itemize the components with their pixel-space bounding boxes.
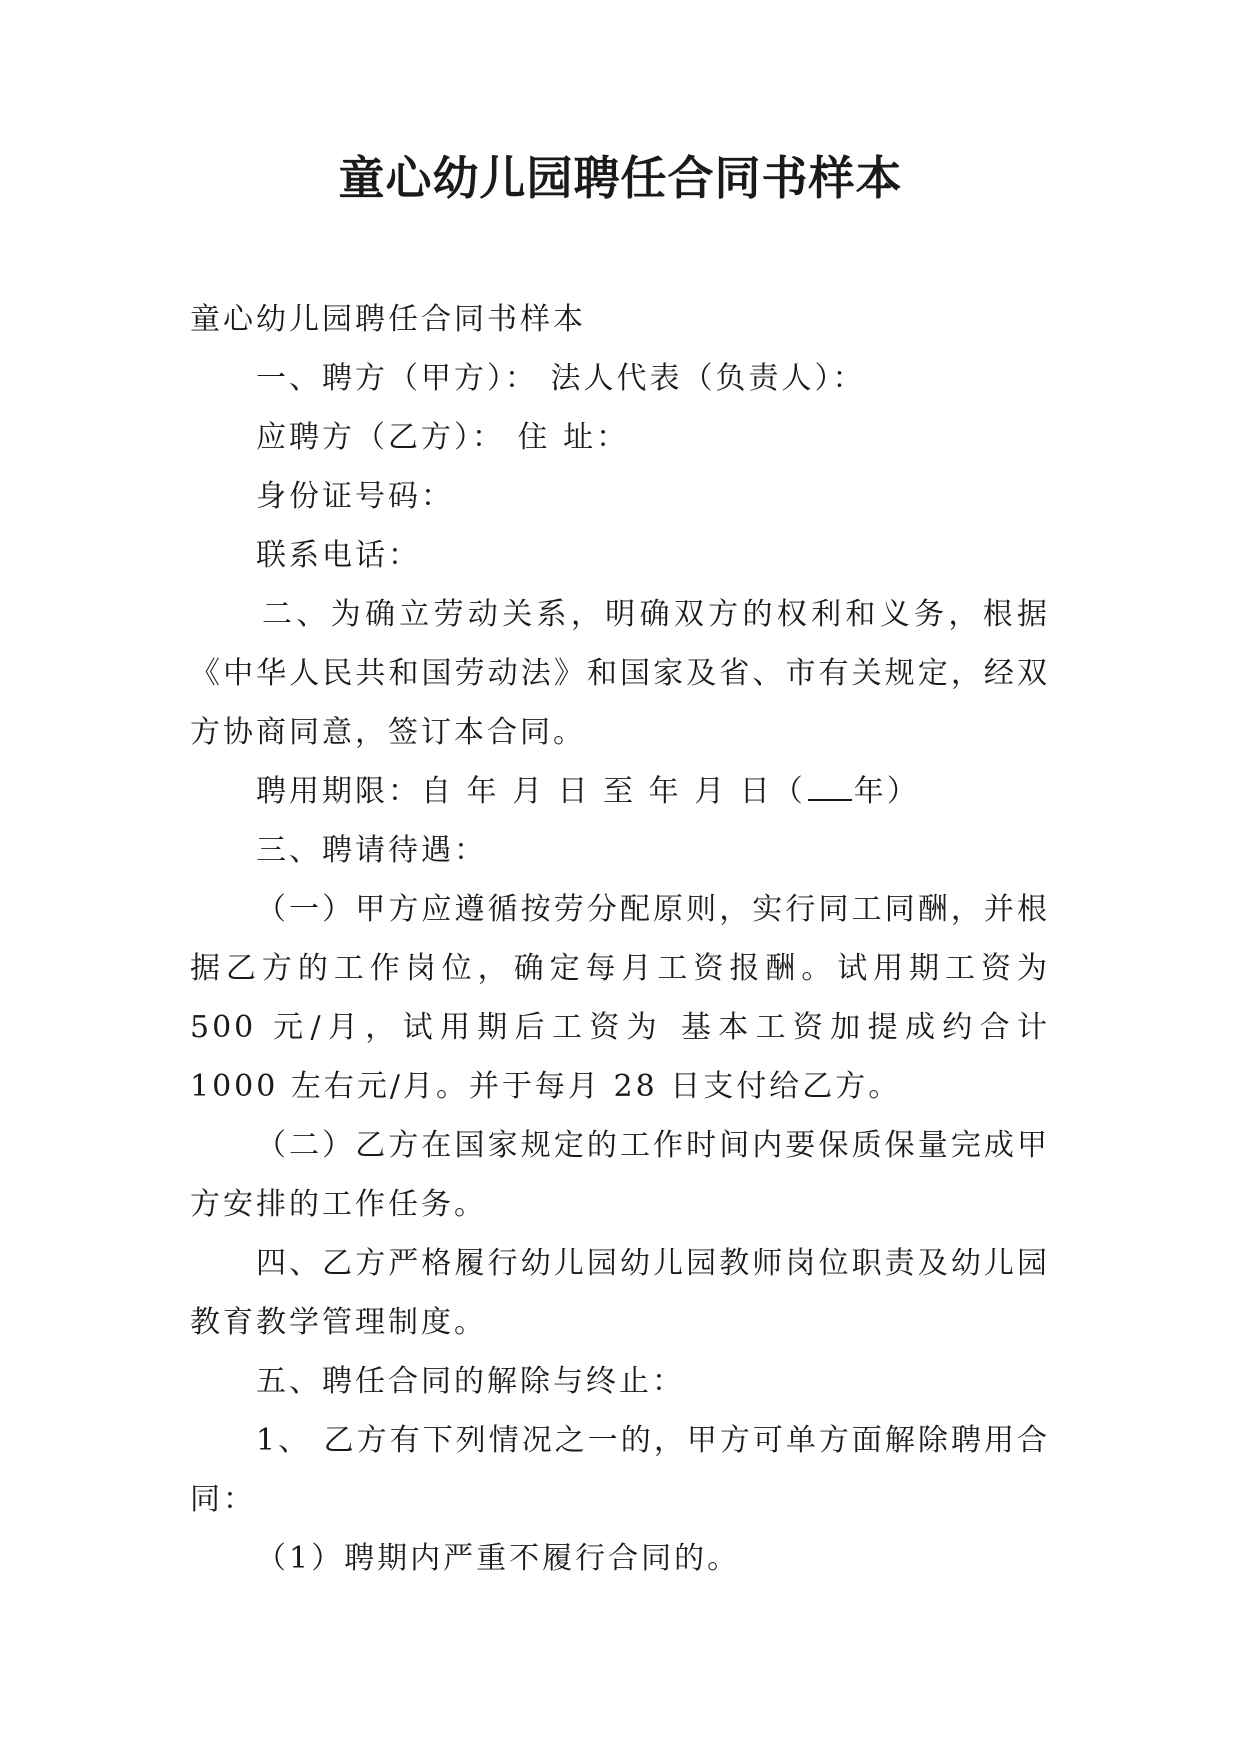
paragraph-salary: （一）甲方应遵循按劳分配原则，实行同工同酬，并根据乙方的工作岗位，确定每月工资报酬。试用期工资为 500 元/月，试用期后工资为 基本工资加提成约合计 1000 左右元/月。并于每月 28 日支付给乙方。 bbox=[190, 892, 1050, 1104]
paragraph-duties: 四、乙方严格履行幼儿园幼儿园教师岗位职责及幼儿园教育教学管理制度。 bbox=[190, 1246, 1050, 1340]
paragraph-termination-item-1: （1）聘期内严重不履行合同的。 bbox=[256, 1541, 741, 1576]
document-subtitle: 童心幼儿园聘任合同书样本 bbox=[190, 302, 586, 337]
paragraph-term bbox=[190, 762, 1050, 821]
paragraph-purpose: 二、为确立劳动关系，明确双方的权利和义务，根据《中华人民共和国劳动法》和国家及省、市有关规定，经双方协商同意，签订本合同。 bbox=[190, 597, 1050, 750]
paragraph-id-number: 身份证号码： bbox=[256, 479, 454, 514]
term-text-before: 聘用期限：自 年 月 日 至 年 月 日（ bbox=[256, 774, 806, 809]
document-title: 童心幼儿园聘任合同书样本 bbox=[338, 151, 903, 205]
document-body bbox=[190, 290, 1050, 1588]
paragraph-termination-clause-1: 1、 乙方有下列情况之一的，甲方可单方面解除聘用合同： bbox=[190, 1423, 1050, 1517]
paragraph-benefits-heading: 三、聘请待遇： bbox=[256, 833, 487, 868]
term-text-after: 年） bbox=[853, 774, 920, 809]
paragraph-employee: 应聘方（乙方）： 住 址： bbox=[256, 420, 630, 455]
paragraph-phone: 联系电话： bbox=[256, 538, 421, 573]
paragraph-termination-heading: 五、聘任合同的解除与终止： bbox=[256, 1364, 685, 1399]
paragraph-employer: 一、聘方（甲方）： 法人代表（负责人）： bbox=[256, 361, 866, 396]
paragraph-work-tasks: （二）乙方在国家规定的工作时间内要保质保量完成甲方安排的工作任务。 bbox=[190, 1128, 1050, 1222]
term-blank-line bbox=[808, 775, 852, 801]
